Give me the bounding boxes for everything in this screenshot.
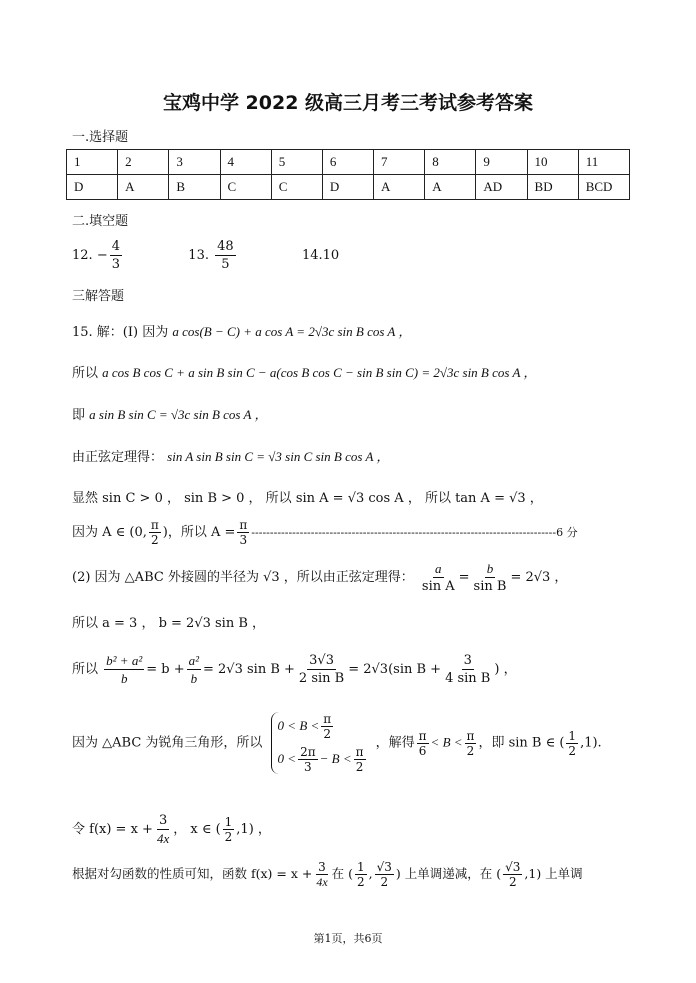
question-number-cell: 3 <box>169 150 220 175</box>
answer-row <box>67 175 630 200</box>
q12-denominator: 3 <box>111 257 121 272</box>
question-number-cell: 10 <box>527 150 578 175</box>
solution-line-5: 显然 sin C > 0 ， sin B > 0 ， 所以 sin A = √3 cos A ， 所以 tan A = √3 ， <box>72 491 543 506</box>
answer-cell: B <box>169 175 220 200</box>
question-number-cell: 9 <box>476 150 527 175</box>
q12-label: 12. <box>72 248 93 263</box>
answer-cell: D <box>322 175 373 200</box>
solution-line-1: 15. 解：(I) 因为 a cos(B − C) + a cos A = 2√3c sin B cos A ， <box>72 324 412 340</box>
inequality-system: 0 < B < $\frac{\pi}{2}$ 0 < $\frac{2\pi}{3}$ − B < $\frac{\pi}{2}$ <box>271 712 368 774</box>
question-number-cell: 8 <box>425 150 476 175</box>
answer-cell: BD <box>527 175 578 200</box>
fill-answers <box>72 238 339 273</box>
answer-cell: BCD <box>578 175 629 200</box>
q13-label: 13. <box>188 248 209 263</box>
solution-line-4: 由正弦定理得： sin A sin B sin C = √3 sin C sin B cos A ， <box>72 449 390 465</box>
solution-line-2: 所以 a cos B cos C + a sin B sin C − a(cos B cos C − sin B sin C) = 2√3c sin B cos A ， <box>72 365 537 381</box>
q13-denominator: 5 <box>221 257 230 272</box>
answer-table <box>66 149 630 200</box>
solution-line-10: 因为 △ABC 为锐角三角形，所以 0 < B < $\frac{\pi}{2}$ 0 < $\frac{2\pi}{3}$ − B < $\frac{\pi}{2}$ ，解得 $\frac{\pi}{6}$ < B < $\frac{\pi}{2}$ ，即 sin B ∈ ( $\frac{1}{2}$ ,1). <box>72 712 602 774</box>
answer-cell: D <box>67 175 118 200</box>
section-heading-solve: 三解答题 <box>72 289 125 304</box>
question-number-cell: 5 <box>271 150 322 175</box>
answer-cell: A <box>118 175 169 200</box>
answer-cell: A <box>425 175 476 200</box>
solution-line-12: 根据对勾函数的性质可知，函数 f(x) = x + $\frac{3}{4x}$ 在 ( $\frac{1}{2}$ , $\frac{√3}{2}$ ) 上单调递减，在 ( $\frac{√3}{2}$ ,1) 上单调 <box>72 860 583 889</box>
answer-cell: AD <box>476 175 527 200</box>
q12-numerator: 4 <box>111 239 121 254</box>
question-number-cell: 7 <box>374 150 425 175</box>
page-title: 宝鸡中学 2022 级高三月考三考试参考答案 <box>162 92 534 114</box>
answer-cell: C <box>271 175 322 200</box>
score-dashes: ----------------------------------------------------------------------------------6 分 <box>251 526 578 539</box>
question-number-cell: 11 <box>578 150 629 175</box>
q14-answer: 14.10 <box>301 248 340 263</box>
section-heading-fill: 二.填空题 <box>72 214 129 229</box>
q12-sign: − <box>96 248 108 263</box>
solution-line-11: 令 f(x) = x + $\frac{3}{4x}$ ， x ∈ ( $\frac{1}{2}$ ,1) ， <box>72 813 271 846</box>
page-footer: 第1页，共6页 <box>313 932 383 945</box>
q13-numerator: 48 <box>217 239 234 254</box>
solution-line-6: 因为 A ∈ (0, $\frac{\pi}{2}$ )，所以 A = $\frac{\pi}{3}$ ----------------------------------------------------------------------------------6 分 <box>72 518 578 547</box>
question-number-cell: 6 <box>322 150 373 175</box>
question-number-cell: 4 <box>220 150 271 175</box>
solution-line-9: 所以 $\frac{\text{b² + a²}}{b}$ = b + $\frac{\text{a²}}{b}$ = 2√3 sin B + $\frac{3√3}{\text{2 sin B}}$ = 2√3(sin B + $\frac{3}{\text{4 sin B}}$ ) ， <box>72 653 517 686</box>
solution-line-7: (2) 因为 △ABC 外接圆的半径为 √3 ，所以由正弦定理得： $\frac{a}{\text{sin A}}$ = $\frac{b}{\text{sin B}}$ = 2√3 ， <box>72 561 568 594</box>
solution-line-8: 所以 a = 3 ， b = 2√3 sin B ， <box>72 616 266 631</box>
solution-line-3: 即 a sin B sin C = √3c sin B cos A ， <box>72 407 268 423</box>
answer-cell: C <box>220 175 271 200</box>
answer-cell: A <box>374 175 425 200</box>
question-number-row <box>67 150 630 175</box>
question-number-cell: 2 <box>118 150 169 175</box>
section-heading-choice: 一.选择题 <box>72 130 129 145</box>
question-number-cell: 1 <box>67 150 118 175</box>
